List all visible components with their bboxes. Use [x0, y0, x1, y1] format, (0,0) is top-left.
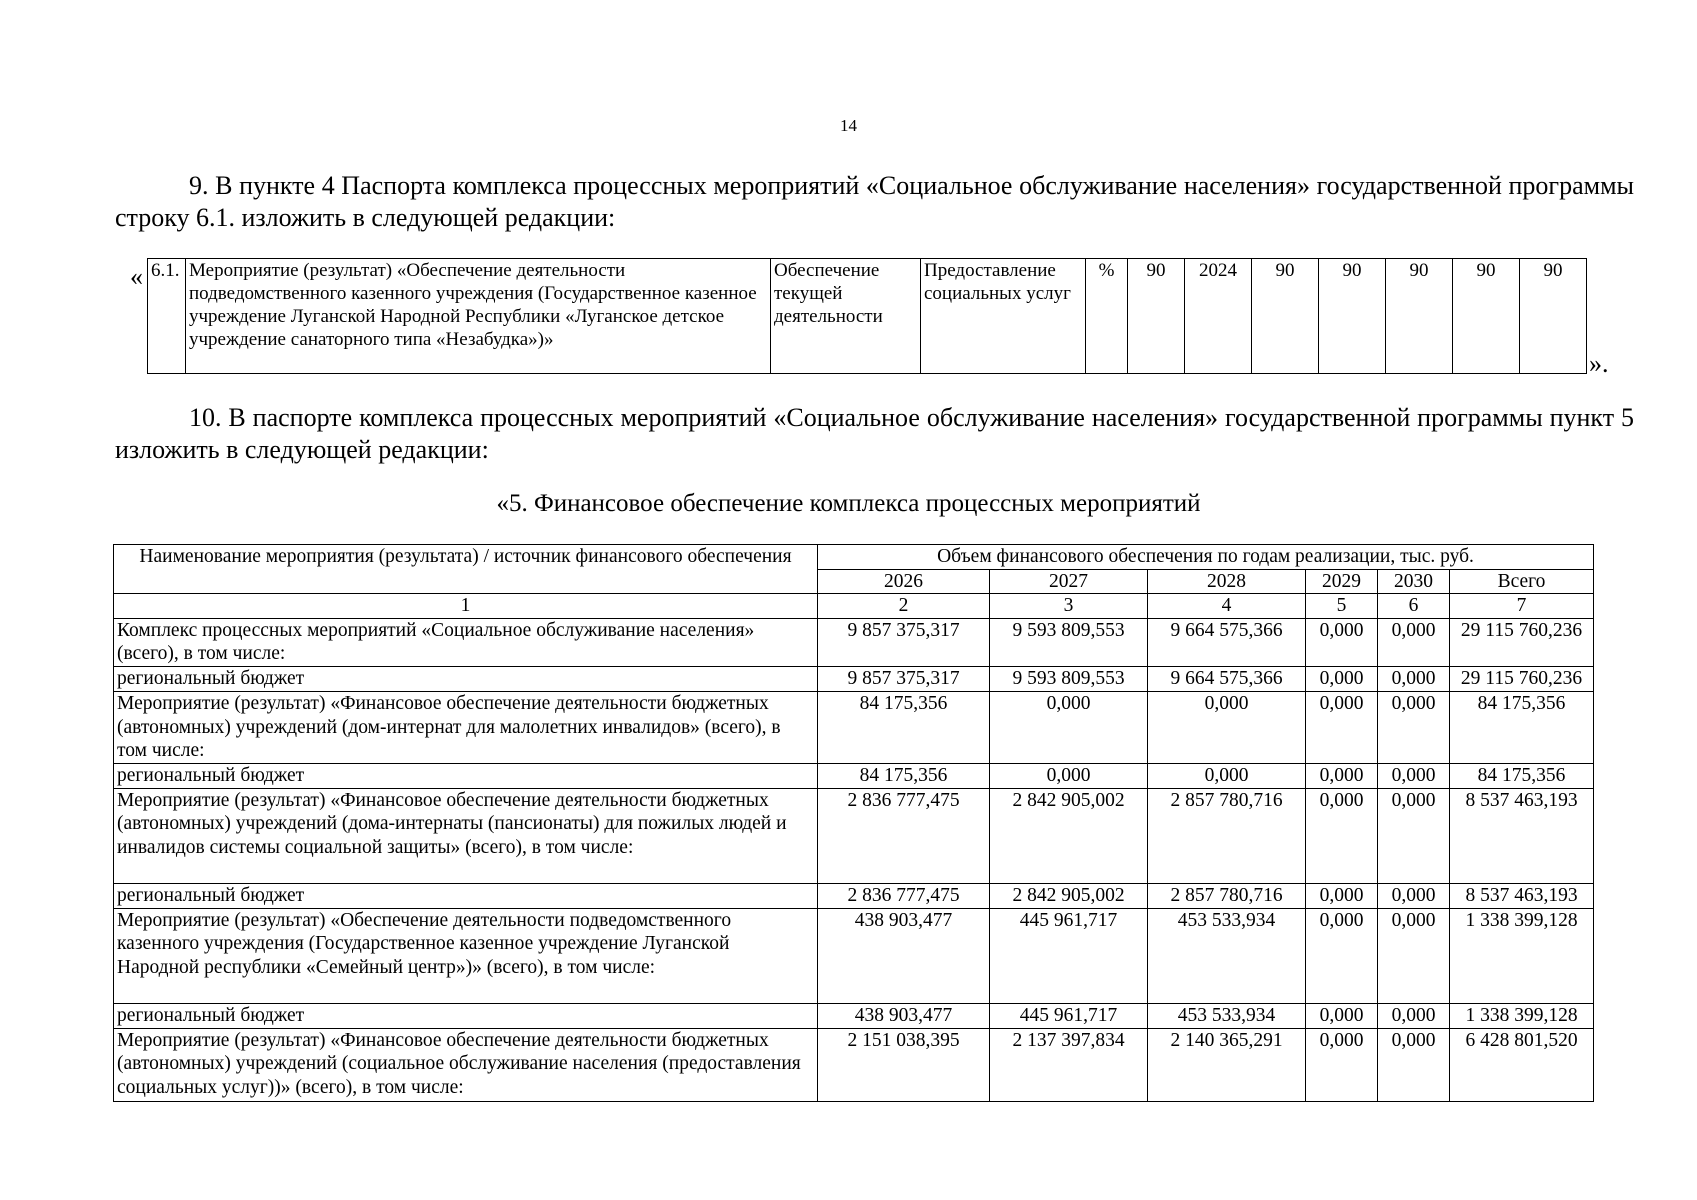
- amount-cell: 84 175,356: [818, 763, 990, 788]
- total-cell: 8 537 463,193: [1450, 788, 1594, 883]
- amount-cell: 9 593 809,553: [990, 666, 1148, 691]
- row-number: 6.1.: [148, 259, 186, 374]
- amount-cell: 0,000: [1378, 908, 1450, 1003]
- table-row: [114, 883, 1594, 908]
- row-name: региональный бюджет: [114, 763, 818, 788]
- amount-cell: 84 175,356: [818, 691, 990, 763]
- amount-cell: 438 903,477: [818, 1003, 990, 1028]
- table-row: [114, 618, 1594, 666]
- value-cell: 90: [1252, 259, 1319, 374]
- row-name: Мероприятие (результат) «Финансовое обеспечение деятельности бюджетных (автономных) учреждений (дома-интернаты (пансионаты) для пожилых людей и инвалидов системы социальной защиты» (всего), в том числе:: [114, 788, 818, 883]
- total-cell: 29 115 760,236: [1450, 618, 1594, 666]
- row-name: Мероприятие (результат) «Финансовое обеспечение деятельности бюджетных (автономных) учреждений (дом-интернат для малолетних инвалидов» (всего), в том числе:: [114, 691, 818, 763]
- value-cell: 90: [1386, 259, 1453, 374]
- paragraph-10-text: 10. В паспорте комплекса процессных мероприятий «Социальное обслуживание населения» государственной программы пункт 5 изложить в следующей редакции:: [115, 403, 1634, 464]
- total-cell: 1 338 399,128: [1450, 908, 1594, 1003]
- row-name: региональный бюджет: [114, 1003, 818, 1028]
- amount-cell: 0,000: [1306, 883, 1378, 908]
- financial-table: [113, 544, 1594, 1102]
- amount-cell: 9 857 375,317: [818, 618, 990, 666]
- column-number: 3: [990, 594, 1148, 619]
- paragraph-9: [115, 170, 1634, 234]
- table-row: [114, 666, 1594, 691]
- header-name: Наименование мероприятия (результата) / источник финансового обеспечения: [114, 545, 818, 594]
- paragraph-9-text: 9. В пункте 4 Паспорта комплекса процессных мероприятий «Социальное обслуживание населения» государственной программы строку 6.1. изложить в следующей редакции:: [115, 171, 1634, 232]
- amount-cell: 2 140 365,291: [1148, 1028, 1306, 1101]
- opening-quote: «: [130, 262, 143, 291]
- amount-cell: 2 836 777,475: [818, 883, 990, 908]
- header-row: [114, 545, 1594, 570]
- amount-cell: 0,000: [1306, 666, 1378, 691]
- amount-cell: 0,000: [1306, 788, 1378, 883]
- table-row: [114, 1003, 1594, 1028]
- amount-cell: 0,000: [990, 691, 1148, 763]
- total-cell: 84 175,356: [1450, 691, 1594, 763]
- amount-cell: 0,000: [1378, 763, 1450, 788]
- amount-cell: 0,000: [1306, 1003, 1378, 1028]
- row-name: Комплекс процессных мероприятий «Социальное обслуживание населения» (всего), в том числе:: [114, 618, 818, 666]
- amount-cell: 2 151 038,395: [818, 1028, 990, 1101]
- total-cell: 84 175,356: [1450, 763, 1594, 788]
- value-cell: 90: [1453, 259, 1520, 374]
- amount-cell: 0,000: [1306, 908, 1378, 1003]
- table-row: [114, 908, 1594, 1003]
- total-cell: 1 338 399,128: [1450, 1003, 1594, 1028]
- amount-cell: 9 857 375,317: [818, 666, 990, 691]
- total-cell: 6 428 801,520: [1450, 1028, 1594, 1101]
- year-header: 2027: [990, 569, 1148, 594]
- amount-cell: 0,000: [1306, 691, 1378, 763]
- year-header: 2029: [1306, 569, 1378, 594]
- year-header: 2026: [818, 569, 990, 594]
- activity-characteristic: Предоставление социальных услуг: [921, 259, 1086, 374]
- amount-cell: 0,000: [1378, 1003, 1450, 1028]
- column-number: 5: [1306, 594, 1378, 619]
- total-cell: 8 537 463,193: [1450, 883, 1594, 908]
- base-year: 2024: [1185, 259, 1252, 374]
- amount-cell: 0,000: [1378, 691, 1450, 763]
- amount-cell: 438 903,477: [818, 908, 990, 1003]
- amount-cell: 2 857 780,716: [1148, 788, 1306, 883]
- amount-cell: 2 836 777,475: [818, 788, 990, 883]
- amount-cell: 9 593 809,553: [990, 618, 1148, 666]
- amount-cell: 0,000: [1378, 883, 1450, 908]
- column-number: 1: [114, 594, 818, 619]
- base-value: 90: [1128, 259, 1185, 374]
- section-title: «5. Финансовое обеспечение комплекса процессных мероприятий: [496, 490, 1201, 517]
- amount-cell: 2 137 397,834: [990, 1028, 1148, 1101]
- paragraph-10: [115, 402, 1634, 466]
- row-name: Мероприятие (результат) «Финансовое обеспечение деятельности бюджетных (автономных) учреждений (социальное обслуживание населения (предоставления социальных услуг))» (всего), в том числе:: [114, 1028, 818, 1101]
- closing-quote: ».: [1589, 349, 1609, 378]
- unit: %: [1086, 259, 1128, 374]
- amount-cell: 2 842 905,002: [990, 788, 1148, 883]
- amount-cell: 445 961,717: [990, 1003, 1148, 1028]
- amount-cell: 0,000: [1306, 1028, 1378, 1101]
- column-number: 4: [1148, 594, 1306, 619]
- table-row: [114, 763, 1594, 788]
- amount-cell: 9 664 575,366: [1148, 618, 1306, 666]
- total-cell: 29 115 760,236: [1450, 666, 1594, 691]
- row-name: региональный бюджет: [114, 883, 818, 908]
- amount-cell: 2 842 905,002: [990, 883, 1148, 908]
- table-row: [114, 691, 1594, 763]
- amount-cell: 0,000: [1148, 691, 1306, 763]
- amount-cell: 453 533,934: [1148, 1003, 1306, 1028]
- amount-cell: 0,000: [1306, 618, 1378, 666]
- indicator-row: [148, 259, 1587, 374]
- column-number: 2: [818, 594, 990, 619]
- indicator-row-table: [147, 258, 1587, 374]
- column-number: 6: [1378, 594, 1450, 619]
- amount-cell: 9 664 575,366: [1148, 666, 1306, 691]
- amount-cell: 0,000: [1378, 788, 1450, 883]
- row-name: Мероприятие (результат) «Обеспечение деятельности подведомственного казенного учреждения (Государственное казенное учреждение Луганской Народной республики «Семейный центр»)» (всего), в том числе:: [114, 908, 818, 1003]
- table-row: [114, 1028, 1594, 1101]
- activity-type: Обеспечение текущей деятельности: [771, 259, 921, 374]
- amount-cell: 2 857 780,716: [1148, 883, 1306, 908]
- value-cell: 90: [1520, 259, 1587, 374]
- year-header: 2028: [1148, 569, 1306, 594]
- amount-cell: 0,000: [1306, 763, 1378, 788]
- total-header: Всего: [1450, 569, 1594, 594]
- amount-cell: 445 961,717: [990, 908, 1148, 1003]
- table-row: [114, 788, 1594, 883]
- header-volume: Объем финансового обеспечения по годам реализации, тыс. руб.: [818, 545, 1594, 570]
- amount-cell: 0,000: [1378, 1028, 1450, 1101]
- amount-cell: 0,000: [990, 763, 1148, 788]
- year-header: 2030: [1378, 569, 1450, 594]
- activity-name: Мероприятие (результат) «Обеспечение деятельности подведомственного казенного учреждения (Государственное казенное учреждение Луганской Народной Республики «Луганское детское учреждение санаторного типа «Незабудка»)»: [186, 259, 771, 374]
- column-number: 7: [1450, 594, 1594, 619]
- column-numbers-row: [114, 594, 1594, 619]
- amount-cell: 0,000: [1378, 618, 1450, 666]
- amount-cell: 453 533,934: [1148, 908, 1306, 1003]
- row-name: региональный бюджет: [114, 666, 818, 691]
- amount-cell: 0,000: [1148, 763, 1306, 788]
- value-cell: 90: [1319, 259, 1386, 374]
- amount-cell: 0,000: [1378, 666, 1450, 691]
- page-number: 14: [840, 116, 857, 135]
